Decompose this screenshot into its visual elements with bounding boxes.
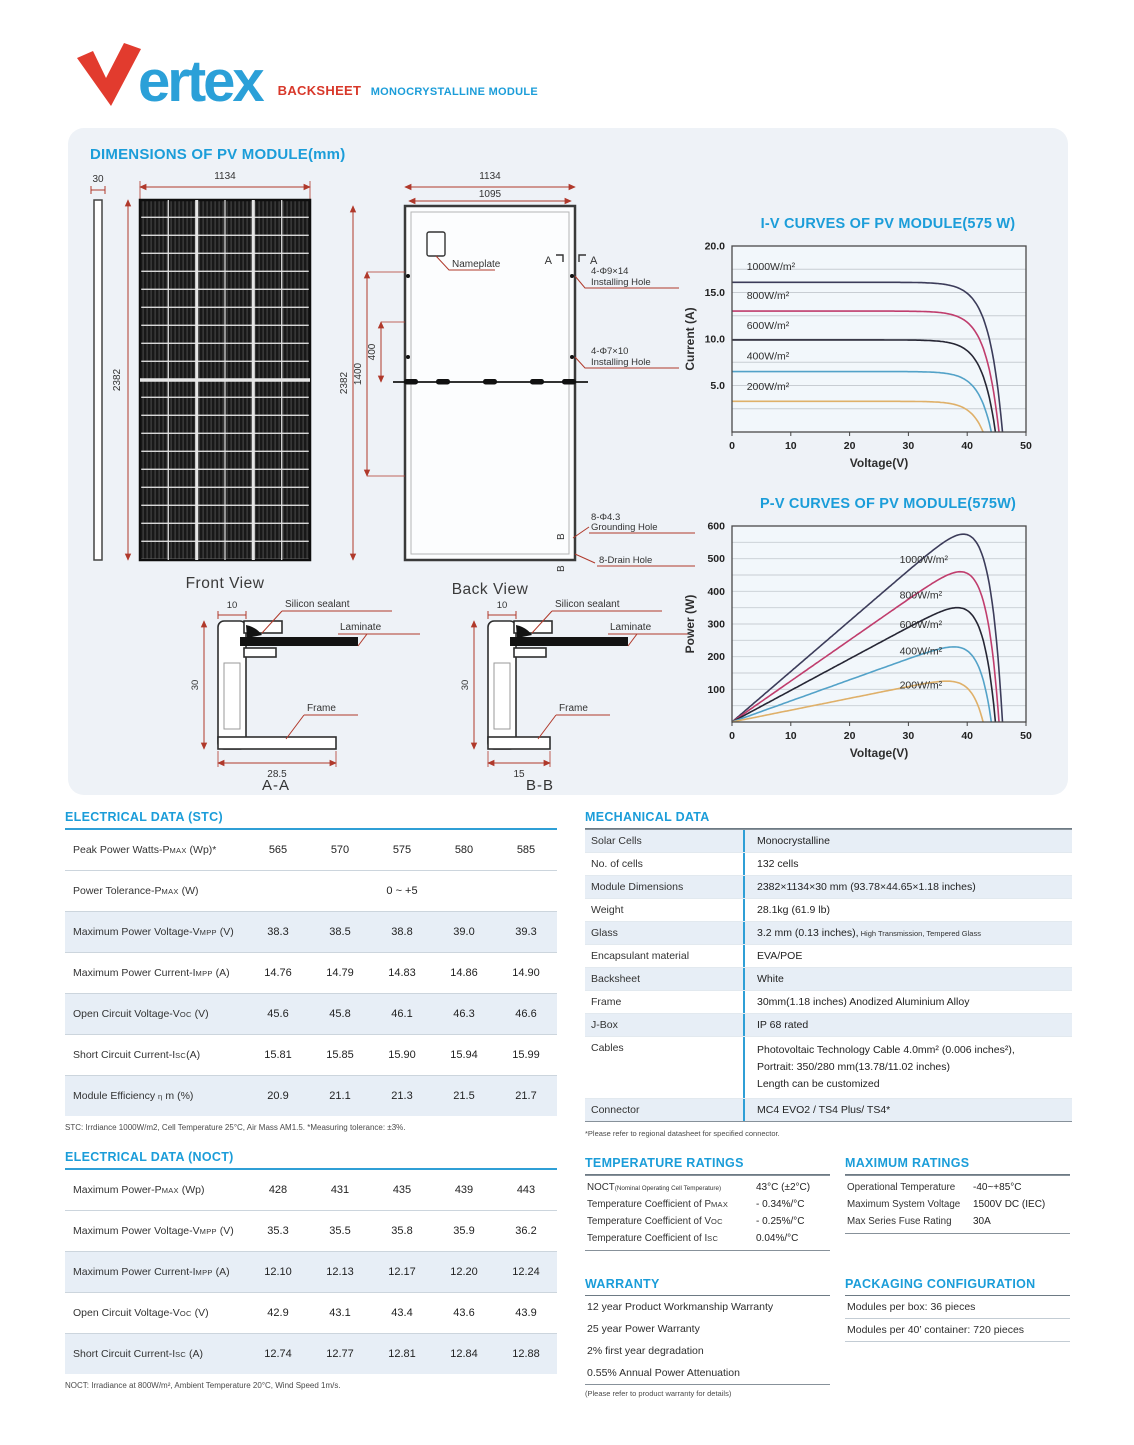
mechanical-row	[585, 853, 1072, 876]
packaging-title: PACKAGING CONFIGURATION	[845, 1277, 1070, 1296]
spec-value: 565	[268, 844, 288, 856]
back-inner-width-dim: 1095	[478, 189, 502, 200]
mechanical-row	[585, 922, 1072, 945]
bb-left-dim: 30	[460, 679, 471, 691]
spec-value: 15.85	[326, 1049, 354, 1061]
list-item: 2% first year degradation	[587, 1345, 704, 1357]
install-hole2-spec: 4-Φ7×10	[591, 346, 629, 357]
x-tick-label: 50	[1020, 440, 1032, 452]
kv-label: Max Series Fuse Rating	[847, 1216, 952, 1227]
install-hole1-spec: 4-Φ9×14	[591, 266, 629, 277]
y-axis-label: Power (W)	[683, 594, 697, 654]
kv-value: -40~+85°C	[973, 1182, 1022, 1193]
maximum-ratings-table	[845, 1175, 1070, 1234]
curve-label: 800W/m²	[899, 589, 943, 602]
bb-laminate-label: Laminate	[610, 622, 652, 633]
list-item: 12 year Product Workmanship Warranty	[587, 1301, 774, 1313]
ratings-band	[585, 1156, 1072, 1251]
kv-label: Maximum System Voltage	[847, 1199, 961, 1210]
spec-row-label: Maximum Power Current-IMPP (A)	[73, 967, 230, 979]
kv-row	[585, 1196, 830, 1213]
mechanical-row	[585, 830, 1072, 853]
spec-row	[65, 993, 557, 1034]
warranty-title: WARRANTY	[585, 1277, 830, 1296]
kv-value: 30A	[973, 1216, 991, 1227]
spec-value: 21.3	[391, 1090, 413, 1102]
kv-label: Operational Temperature	[847, 1182, 956, 1193]
spec-value: 35.3	[267, 1225, 289, 1237]
x-tick-label: 10	[784, 440, 797, 452]
spec-value: 45.6	[267, 1008, 289, 1020]
aa-caption: A-A	[261, 777, 291, 793]
x-tick-label: 20	[843, 440, 856, 452]
subtitle-module-type: MONOCRYSTALLINE MODULE	[370, 86, 539, 98]
install-hole2-label: Installing Hole	[591, 357, 651, 368]
spec-value: 12.84	[450, 1348, 478, 1360]
y-tick-label: 100	[707, 683, 725, 696]
kv-value: 0.04%/°C	[756, 1233, 799, 1244]
x-tick-label: 0	[729, 440, 735, 452]
front-thickness-dim: 30	[92, 174, 104, 185]
kv-row	[845, 1213, 1070, 1230]
mechanical-row-value: IP 68 rated	[743, 1014, 1072, 1036]
mechanical-row-label: No. of cells	[591, 858, 643, 870]
spec-row-label: Module Efficiency η m (%)	[73, 1090, 194, 1102]
spec-value: 575	[392, 844, 412, 856]
spec-value: 15.99	[512, 1049, 540, 1061]
mechanical-row-value: EVA/POE	[743, 945, 1072, 967]
back-height-dim: 2382	[339, 371, 350, 395]
mechanical-row-label: Cables	[591, 1042, 624, 1054]
list-item: 0.55% Annual Power Attenuation	[587, 1367, 740, 1379]
y-tick-label: 200	[707, 651, 725, 664]
front-height-dim: 2382	[112, 368, 123, 392]
mechanical-row-label: Module Dimensions	[591, 881, 684, 893]
section-bb-drawing	[458, 593, 698, 793]
spec-row	[65, 830, 557, 870]
spec-value: 12.77	[326, 1348, 354, 1360]
spec-value: 14.90	[512, 967, 540, 979]
spec-value: 585	[516, 844, 536, 856]
dimensions-title: DIMENSIONS OF PV MODULE(mm)	[90, 146, 346, 163]
temperature-ratings	[585, 1156, 830, 1251]
spec-value: 39.0	[453, 926, 475, 938]
spec-value: 38.5	[329, 926, 351, 938]
x-tick-label: 50	[1020, 730, 1032, 742]
curve-label: 1000W/m²	[746, 261, 796, 274]
curve-label: 600W/m²	[899, 619, 943, 632]
x-axis-label: Voltage(V)	[849, 456, 909, 470]
spec-row	[65, 1034, 557, 1075]
front-view-caption: Front View	[185, 575, 265, 592]
mechanical-row-value: 28.1kg (61.9 lb)	[743, 899, 1072, 921]
spec-row-label: Short Circuit Current-ISC(A)	[73, 1049, 201, 1061]
spec-value: 431	[330, 1184, 350, 1196]
spec-value: 39.3	[515, 926, 537, 938]
bb-laminate-bar	[510, 637, 628, 646]
spec-value: 14.83	[388, 967, 416, 979]
spec-row	[65, 1075, 557, 1116]
spec-row-label: Open Circuit Voltage-VOC (V)	[73, 1008, 209, 1020]
aa-laminate-label: Laminate	[340, 622, 382, 633]
spec-value: 46.1	[391, 1008, 413, 1020]
spec-row	[65, 1251, 557, 1292]
mechanical-title: MECHANICAL DATA	[585, 810, 1072, 829]
x-tick-label: 10	[784, 730, 797, 742]
mechanical-row-label: Solar Cells	[591, 835, 642, 847]
pv-chart	[680, 514, 1068, 774]
kv-row	[845, 1196, 1070, 1213]
iv-chart-block	[680, 216, 1068, 489]
spec-value: 45.8	[329, 1008, 351, 1020]
back-hole-span-dim: 1400	[353, 362, 364, 386]
curve-label: 400W/m²	[746, 350, 790, 363]
mechanical-table	[585, 829, 1072, 1122]
grounding-hole-spec: 8-Φ4.3	[591, 512, 621, 523]
back-hole-offset-dim: 400	[367, 343, 378, 361]
maximum-ratings-title: MAXIMUM RATINGS	[845, 1156, 1070, 1175]
logo-wordmark: ertex	[138, 48, 262, 114]
packaging-section	[845, 1277, 1070, 1398]
mechanical-row-label: Weight	[591, 904, 624, 916]
bb-sealant-label: Silicon sealant	[555, 599, 620, 610]
mechanical-row-value: 3.2 mm (0.13 inches), High Transmission, Tempered Glass	[743, 922, 1072, 944]
mechanical-row-value: MC4 EVO2 / TS4 Plus/ TS4*	[743, 1099, 1072, 1121]
spec-value: 14.76	[264, 967, 292, 979]
spec-value: 12.74	[264, 1348, 292, 1360]
mechanical-row-value: 30mm(1.18 inches) Anodized Aluminium Alloy	[743, 991, 1072, 1013]
kv-label: Temperature Coefficient of VOC	[587, 1216, 723, 1227]
spec-row-label: Power Tolerance-PMAX (W)	[73, 885, 199, 897]
mechanical-row	[585, 1014, 1072, 1037]
spec-value: 43.9	[515, 1307, 537, 1319]
section-aa-drawing	[188, 593, 428, 793]
spec-row	[65, 952, 557, 993]
mechanical-row	[585, 876, 1072, 899]
spec-span-value: 0 ~ +5	[386, 885, 418, 897]
kv-row	[845, 1179, 1070, 1196]
spec-value: 570	[330, 844, 350, 856]
mechanical-row-label: Backsheet	[591, 973, 641, 985]
list-item: 25 year Power Warranty	[587, 1323, 700, 1335]
spec-row	[65, 1292, 557, 1333]
packaging-list	[845, 1296, 1070, 1342]
curve-label: 200W/m²	[899, 679, 943, 692]
y-axis-label: Current (A)	[683, 307, 697, 371]
kv-label: Temperature Coefficient of PMAX	[587, 1199, 729, 1210]
mechanical-row	[585, 899, 1072, 922]
section-b-bottom: B	[556, 565, 567, 572]
mechanical-value-line: Photovoltaic Technology Cable 4.0mm² (0.006 inches²),	[757, 1044, 1015, 1056]
spec-value: 38.8	[391, 926, 413, 938]
mechanical-row-label: Encapsulant material	[591, 950, 690, 962]
spec-value: 43.4	[391, 1307, 413, 1319]
curve-label: 800W/m²	[746, 290, 790, 303]
spec-value: 21.5	[453, 1090, 475, 1102]
warranty-list	[585, 1296, 830, 1385]
y-tick-label: 20.0	[704, 240, 725, 253]
spec-value: 435	[392, 1184, 412, 1196]
spec-value: 580	[454, 844, 474, 856]
mechanical-value-line: Length can be customized	[757, 1078, 880, 1090]
spec-value: 439	[454, 1184, 474, 1196]
list-item: Modules per 40’ container: 720 pieces	[845, 1319, 1070, 1342]
curve-label: 1000W/m²	[899, 553, 949, 566]
spec-value: 20.9	[267, 1090, 289, 1102]
y-tick-label: 15.0	[704, 287, 725, 299]
kv-value: - 0.25%/°C	[756, 1216, 805, 1227]
section-a-right: A	[590, 255, 598, 267]
x-tick-label: 40	[961, 440, 974, 452]
aa-left-dim: 30	[190, 679, 201, 691]
warranty-band	[585, 1277, 1072, 1398]
spec-row	[65, 870, 557, 911]
iv-chart-title: I-V CURVES OF PV MODULE(575 W)	[760, 216, 1016, 232]
spec-value: 46.6	[515, 1008, 537, 1020]
warranty-section	[585, 1277, 830, 1398]
kv-label: Temperature Coefficient of ISC	[587, 1233, 719, 1244]
spec-value: 38.3	[267, 926, 289, 938]
back-view-drawing	[323, 164, 703, 614]
warranty-footnote: (Please refer to product warranty for details)	[585, 1389, 732, 1398]
spec-row	[65, 1210, 557, 1251]
curve-label: 600W/m²	[746, 319, 790, 332]
mechanical-row-label: Connector	[591, 1104, 640, 1116]
spec-value: 12.20	[450, 1266, 478, 1278]
x-tick-label: 40	[961, 730, 974, 742]
brand-logo	[74, 38, 539, 114]
spec-value: 12.24	[512, 1266, 540, 1278]
bb-top-dim: 10	[496, 600, 508, 611]
stc-title: ELECTRICAL DATA (STC)	[65, 810, 557, 830]
spec-value: 36.2	[515, 1225, 537, 1237]
spec-value: 443	[516, 1184, 536, 1196]
kv-label: NOCT(Nominal Operating Cell Temperature)	[587, 1182, 722, 1193]
spec-row-label: Maximum Power Voltage-VMPP (V)	[73, 926, 234, 938]
back-view-caption: Back View	[451, 581, 529, 598]
kv-value: 43°C (±2°C)	[756, 1182, 811, 1193]
subtitle-backsheet: BACKSHEET	[277, 83, 362, 98]
spec-row-label: Open Circuit Voltage-VOC (V)	[73, 1307, 209, 1319]
spec-value: 42.9	[267, 1307, 289, 1319]
mechanical-column	[585, 810, 1072, 1398]
mechanical-value-line: Portrait: 350/280 mm(13.78/11.02 inches)	[757, 1061, 950, 1073]
spec-value: 12.88	[512, 1348, 540, 1360]
mechanical-row-value	[743, 1037, 1072, 1098]
mechanical-row	[585, 1037, 1072, 1099]
spec-row-label: Maximum Power-PMAX (Wp)	[73, 1184, 205, 1196]
stc-table	[65, 830, 557, 1116]
y-tick-label: 600	[707, 520, 725, 533]
grounding-hole-label: Grounding Hole	[591, 522, 658, 533]
aa-bottom-dim: 28.5	[267, 769, 287, 780]
bb-bottom-dim: 15	[513, 769, 525, 780]
install-hole1-label: Installing Hole	[591, 277, 651, 288]
spec-row-label: Short Circuit Current-ISC (A)	[73, 1348, 204, 1360]
noct-footnote: NOCT: Irradiance at 800W/m², Ambient Temperature 20°C, Wind Speed 1m/s.	[65, 1381, 341, 1390]
mechanical-row-label: Frame	[591, 996, 622, 1008]
kv-row	[585, 1179, 830, 1196]
curve-label: 200W/m²	[746, 381, 790, 394]
x-tick-label: 30	[902, 730, 915, 742]
spec-value: 12.13	[326, 1266, 354, 1278]
temperature-ratings-table	[585, 1175, 830, 1251]
drain-hole-label: 8-Drain Hole	[599, 555, 653, 566]
spec-row	[65, 1170, 557, 1210]
product-subtitle	[278, 82, 538, 100]
noct-title: ELECTRICAL DATA (NOCT)	[65, 1150, 557, 1170]
x-tick-label: 30	[902, 440, 915, 452]
spec-value: 15.94	[450, 1049, 478, 1061]
spec-row-label: Maximum Power Current-IMPP (A)	[73, 1266, 230, 1278]
iv-chart	[680, 234, 1068, 484]
x-tick-label: 20	[843, 730, 856, 742]
y-tick-label: 5.0	[710, 380, 725, 392]
side-profile	[94, 200, 102, 560]
kv-row	[585, 1230, 830, 1247]
aa-frame-label: Frame	[307, 703, 336, 714]
section-a-left: A	[544, 255, 552, 267]
spec-value: 35.9	[453, 1225, 475, 1237]
list-item: Modules per box: 36 pieces	[845, 1296, 1070, 1319]
pv-chart-title: P-V CURVES OF PV MODULE(575W)	[759, 496, 1017, 512]
x-tick-label: 0	[729, 730, 735, 742]
spec-value: 21.7	[515, 1090, 537, 1102]
y-tick-label: 500	[707, 553, 725, 566]
spec-value: 21.1	[329, 1090, 351, 1102]
y-tick-label: 400	[707, 585, 725, 598]
maximum-ratings	[845, 1156, 1070, 1251]
spec-value: 428	[268, 1184, 288, 1196]
mechanical-row-label: Glass	[591, 927, 618, 939]
spec-value: 43.1	[329, 1307, 351, 1319]
mechanical-row-label: J-Box	[591, 1019, 618, 1031]
vertex-check-icon	[74, 38, 144, 108]
spec-value: 15.81	[264, 1049, 292, 1061]
spec-value: 12.10	[264, 1266, 292, 1278]
mechanical-row	[585, 1099, 1072, 1121]
front-width-dim: 1134	[214, 171, 236, 182]
bb-caption: B-B	[525, 777, 555, 793]
curve-label: 400W/m²	[899, 645, 943, 658]
aa-laminate-bar	[240, 637, 358, 646]
nameplate-label: Nameplate	[452, 259, 501, 270]
mechanical-row	[585, 968, 1072, 991]
spec-value: 14.86	[450, 967, 478, 979]
spec-row	[65, 911, 557, 952]
spec-value: 35.5	[329, 1225, 351, 1237]
temperature-ratings-title: TEMPERATURE RATINGS	[585, 1156, 830, 1175]
spec-row-label: Maximum Power Voltage-VMPP (V)	[73, 1225, 234, 1237]
spec-value: 12.17	[388, 1266, 416, 1278]
mechanical-row-value: White	[743, 968, 1072, 990]
mechanical-row-value: 132 cells	[743, 853, 1072, 875]
dimensions-panel	[68, 128, 1068, 795]
y-tick-label: 10.0	[704, 333, 725, 346]
spec-value: 14.79	[326, 967, 354, 979]
kv-row	[585, 1213, 830, 1230]
spec-row	[65, 1333, 557, 1374]
electrical-column	[65, 810, 557, 1390]
aa-top-dim: 10	[226, 600, 238, 611]
stc-footnote: STC: Irrdiance 1000W/m2, Cell Temperature 25°C, Air Mass AM1.5. *Measuring tolerance: ±3%.	[65, 1123, 406, 1132]
mechanical-row-value: Monocrystalline	[743, 830, 1072, 852]
spec-value: 12.81	[388, 1348, 416, 1360]
mechanical-footnote: *Please refer to regional datasheet for specified connector.	[585, 1129, 780, 1138]
spec-value: 35.8	[391, 1225, 413, 1237]
section-b-top: B	[556, 533, 567, 540]
pv-chart-block	[680, 496, 1068, 779]
y-tick-label: 300	[707, 618, 725, 631]
back-width-dim: 1134	[479, 171, 501, 182]
bb-frame-label: Frame	[559, 703, 588, 714]
spec-value: 46.3	[453, 1008, 475, 1020]
kv-value: - 0.34%/°C	[756, 1199, 805, 1210]
aa-sealant-label: Silicon sealant	[285, 599, 350, 610]
spec-value: 43.6	[453, 1307, 475, 1319]
noct-table	[65, 1170, 557, 1374]
x-axis-label: Voltage(V)	[849, 746, 909, 760]
mechanical-row-value: 2382×1134×30 mm (93.78×44.65×1.18 inches)	[743, 876, 1072, 898]
kv-value: 1500V DC (IEC)	[973, 1199, 1046, 1210]
mechanical-row	[585, 945, 1072, 968]
spec-value: 15.90	[388, 1049, 416, 1061]
mechanical-row	[585, 991, 1072, 1014]
spec-row-label: Peak Power Watts-PMAX (Wp)*	[73, 844, 217, 856]
